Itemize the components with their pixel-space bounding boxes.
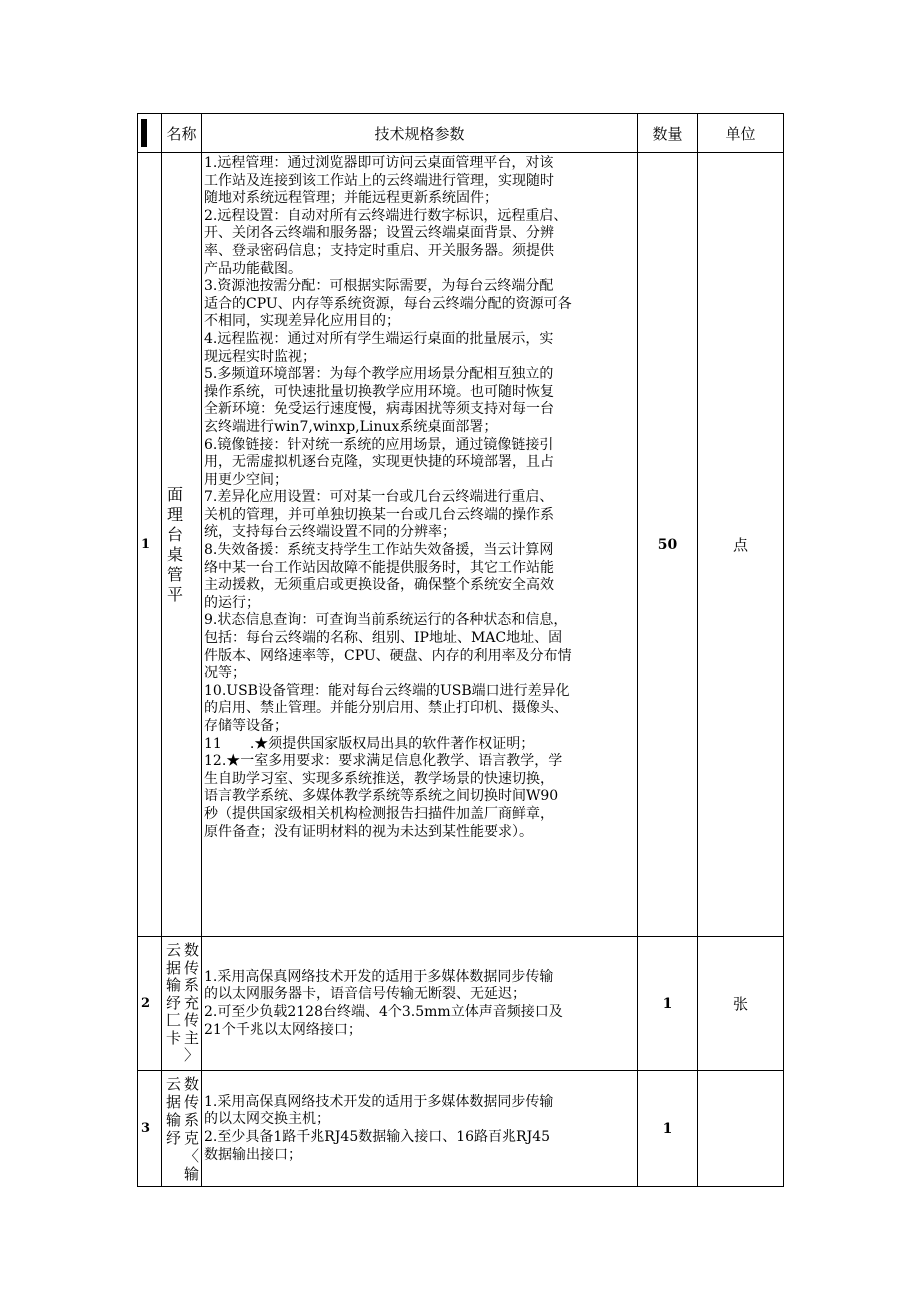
name-char: 系 — [184, 1110, 200, 1129]
header-row — [138, 114, 784, 153]
name-char: 输 — [166, 1110, 182, 1129]
name-char: 数 — [184, 1074, 200, 1093]
name-char: 云 — [166, 941, 182, 960]
row-name-grid — [166, 942, 201, 1065]
header-index-cell — [138, 114, 162, 153]
name-char: 传 — [184, 1092, 200, 1111]
name-char: 云 — [166, 1074, 182, 1093]
name-char — [166, 1147, 184, 1165]
row-name-text: 面理台桌管平 — [167, 484, 184, 604]
table-row — [138, 153, 784, 937]
name-char: 〈 — [184, 1146, 200, 1165]
table-row — [138, 1071, 784, 1187]
header-qty: 数量 — [638, 114, 698, 153]
name-char — [166, 1165, 184, 1183]
row-name — [162, 153, 202, 937]
row-spec: 1.采用高保真网络技术开发的适用于多媒体数据同步传输 的以太网交换主机； 2.至少具备1路千兆RJ45数据输入接口、16路百兆RJ45 数据输出接口； — [202, 1071, 638, 1187]
row-unit: 点 — [698, 153, 784, 937]
name-char: 充 — [184, 993, 200, 1012]
name-char: 系 — [184, 976, 200, 995]
name-char: 据 — [166, 958, 182, 977]
row-unit: 张 — [698, 937, 784, 1071]
name-char — [166, 1047, 184, 1065]
row-unit — [698, 1071, 784, 1187]
row-spec: 1.采用高保真网络技术开发的适用于多媒体数据同步传输 的以太网服务器卡，语音信号传输无断裂、无延迟； 2.可至少负载2128台终端、4个3.5mm立体声音频接口及 21个千兆以太网络接口； — [202, 937, 638, 1071]
name-char: 据 — [166, 1092, 182, 1111]
row-spec: 1.远程管理：通过浏览器即可访问云桌面管理平台，对该 工作站及连接到该工作站上的云终端进行管理，实现随时 随地对系统远程管理；并能远程更新系统固件； 2.远程设置：自动对所有云终端进行数字标识，远程重启、 开、关闭各云终端和服务器；设置云终端桌面背景、分辨 率、登录密码信息；支持定时重启、开关服务器。须提供 产品功能截图。 3.资源池按需分配：可根据实际需要，为每台云终端分配 适合的CPU、内存等系统资源，每台云终端分配的资源可各 不相同，实现差异化应用目的； 4.远程监视：通过对所有学生端运行桌面的批量展示，实 现远程实时监视； 5.多频道环境部署：为每个教学应用场景分配相互独立的 操作系统，可快速批量切换教学应用环境。也可随时恢复 全新环境：免受运行速度慢，病毒困扰等须支持对每一台 玄终端进行win7,winxp,Linux系统桌面部署； 6.镜像链接：针对统一系统的应用场景，通过镜像链接引 用，无需虚拟机逐台克隆，实现更快捷的环境部署，且占 用更少空间； 7.差异化应用设置：可对某一台或几台云终端进行重启、 关机的管理，并可单独切换某一台或几台云终端的操作系 统，支持每台云终端设置不同的分辨率； 8.失效备援：系统支持学生工作站失效备援，当云计算网 络中某一台工作站因故障不能提供服务时，其它工作站能 主动援救，无须重启或更换设备，确保整个系统安全高效 的运行； 9.状态信息查询：可查询当前系统运行的各种状态和信息， 包括：每台云终端的名称、组别、IP地址、MAC地址、固 件版本、网络速率等，CPU、硬盘、内存的利用率及分布情 况等； 10.USB设备管理：能对每台云终端的USB端口进行差异化 的启用、禁止管理。并能分别启用、禁止打印机、摄像头、 存储等设备； 11 .★须提供国家版权局出具的软件著作权证明； 12.★一室多用要求：要求满足信息化教学、语言教学，学 生自助学习室、实现多系统推送，教学场景的快速切换， 语言教学系统、多媒体教学系统等系统之间切换时间W90 秒（提供国家级相关机构检测报告扫描件加盖厂商鲜章， 原件备查；没有证明材料的视为未达到某性能要求）。 — [202, 153, 638, 937]
name-char: 主 — [184, 1028, 200, 1047]
header-bar-mark — [141, 119, 147, 147]
row-name — [162, 1071, 202, 1187]
name-char: 数 — [184, 941, 200, 960]
name-char: 输 — [184, 1164, 200, 1183]
row-index: 2 — [138, 937, 162, 1071]
name-char: 克 — [184, 1128, 200, 1147]
row-name-grid — [166, 1075, 201, 1183]
name-char: 〉 — [184, 1046, 200, 1065]
name-char: 纾 — [166, 993, 182, 1012]
name-char: 传 — [184, 958, 200, 977]
header-unit: 单位 — [698, 114, 784, 153]
header-spec: 技术规格参数 — [202, 114, 638, 153]
row-index: 3 — [138, 1071, 162, 1187]
row-qty: 1 — [638, 937, 698, 1071]
row-qty: 50 — [638, 153, 698, 937]
row-index: 1 — [138, 153, 162, 937]
name-char: 传 — [184, 1011, 200, 1030]
header-name: 名称 — [162, 114, 202, 153]
name-char: 卡 — [166, 1028, 182, 1047]
name-char: 纾 — [166, 1128, 182, 1147]
name-char: 匚 — [166, 1011, 182, 1030]
row-qty: 1 — [638, 1071, 698, 1187]
name-char: 输 — [166, 976, 182, 995]
table-row — [138, 937, 784, 1071]
spec-table — [137, 113, 784, 1187]
row-name — [162, 937, 202, 1071]
